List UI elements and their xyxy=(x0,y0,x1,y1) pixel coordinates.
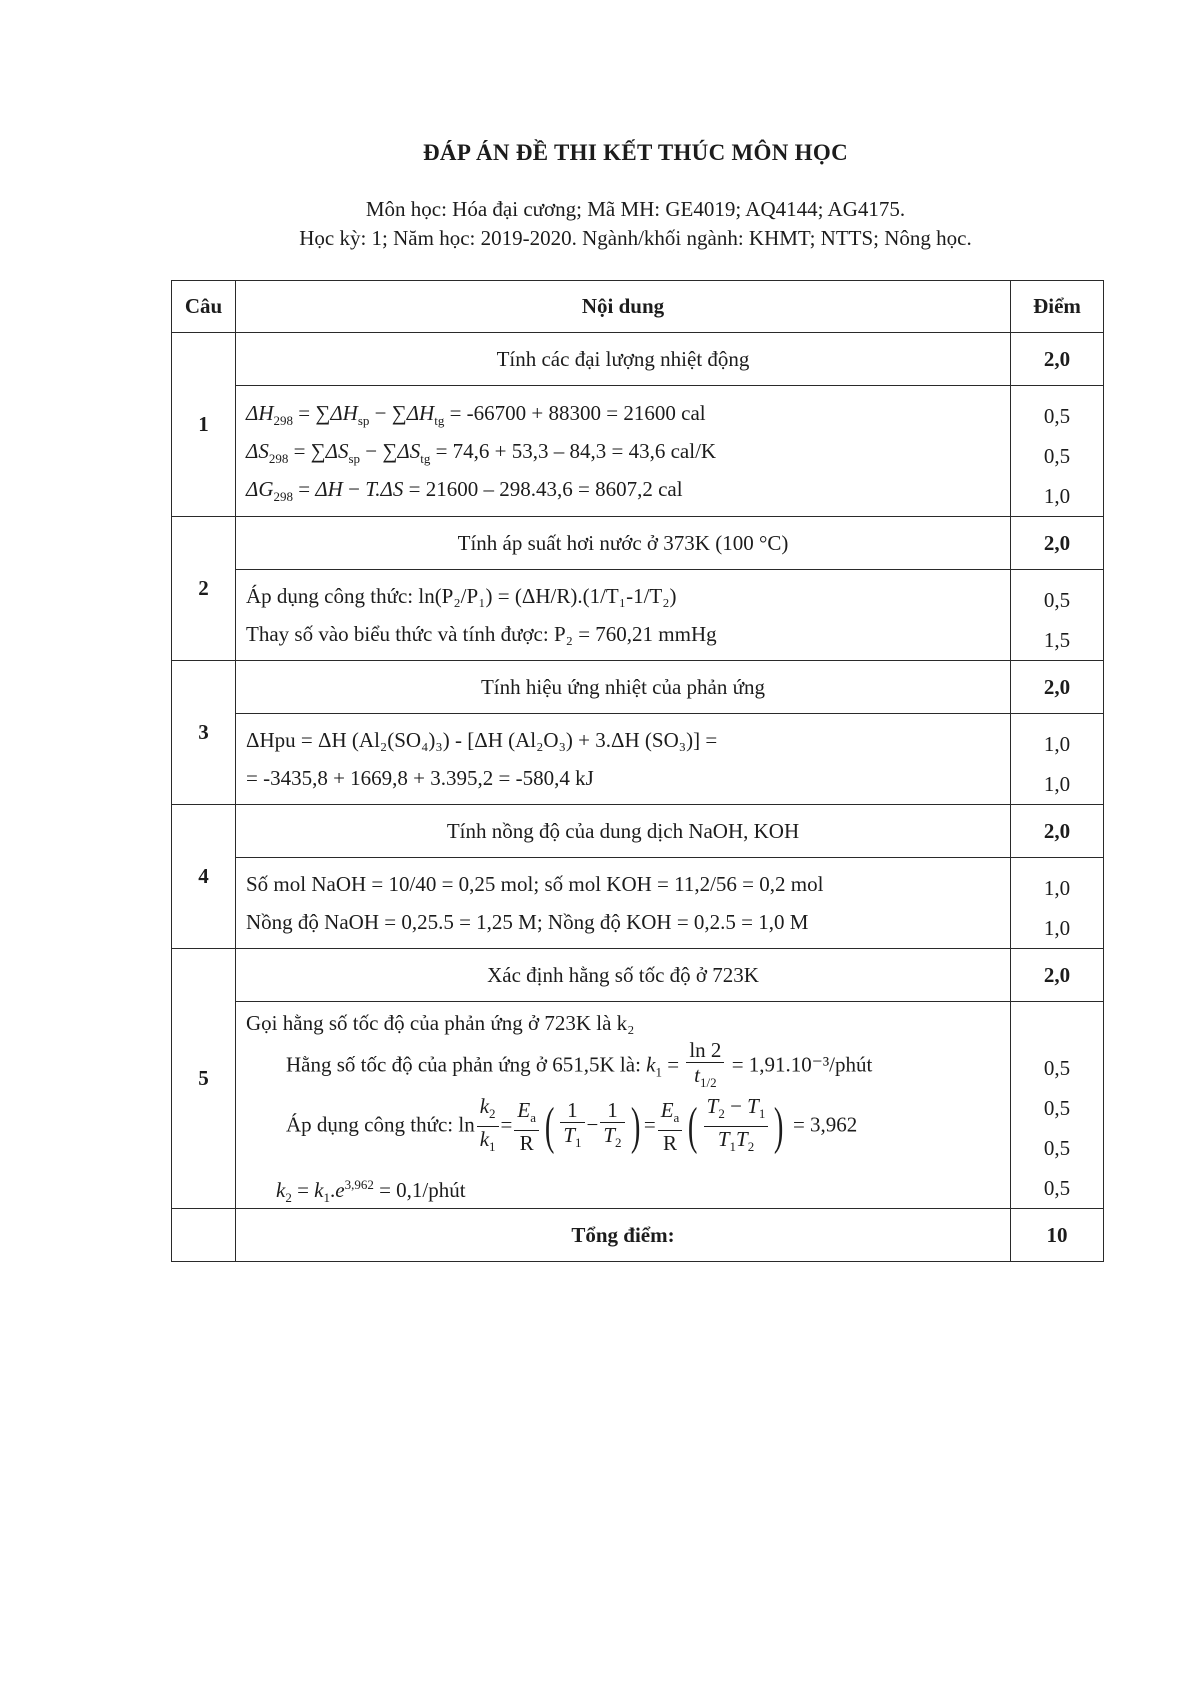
table-row xyxy=(172,805,1104,858)
fraction: $\frac{\ln 2}{t_{1/2}}$ xyxy=(686,1038,724,1095)
table-row xyxy=(172,333,1104,386)
table-row xyxy=(172,570,1104,661)
question-number: 1 xyxy=(172,333,236,517)
formula-result: = 21600 – 298.43,6 = 8607,2 cal xyxy=(408,477,683,501)
section-heading: Tính hiệu ứng nhiệt của phản ứng xyxy=(236,661,1011,714)
answer-line: Áp dụng công thức: ln(P₂/P₁) = (ΔH/R).(1/T₁-1/T₂) xyxy=(246,584,677,608)
section-heading: Tính áp suất hơi nước ở 373K (100 °C) xyxy=(236,517,1011,570)
answer-line: Gọi hằng số tốc độ của phản ứng ở 723K là k₂ xyxy=(246,1011,635,1035)
section-points: 2,0 xyxy=(1011,805,1104,858)
section-heading: Tính các đại lượng nhiệt động xyxy=(236,333,1011,386)
section-heading: Tính nồng độ của dung dịch NaOH, KOH xyxy=(236,805,1011,858)
points-cell xyxy=(1011,386,1104,517)
question-number: 2 xyxy=(172,517,236,661)
section-points: 2,0 xyxy=(1011,517,1104,570)
table-row xyxy=(172,517,1104,570)
points-cell xyxy=(1011,858,1104,949)
section-points: 2,0 xyxy=(1011,949,1104,1002)
answer-line: Số mol NaOH = 10/40 = 0,25 mol; số mol KOH = 11,2/56 = 0,2 mol xyxy=(246,872,824,896)
question-number: 3 xyxy=(172,661,236,805)
points-value: 0,5 xyxy=(1043,404,1071,428)
answer-line: ΔHpu = ΔH (Al₂(SO₄)₃) - [ΔH (Al₂O₃) + 3.ΔH (SO₃)] = xyxy=(246,728,718,752)
col-content-header: Nội dung xyxy=(236,281,1011,333)
answer-content xyxy=(236,858,1011,949)
answer-line: Nồng độ NaOH = 0,25.5 = 1,25 M; Nồng độ KOH = 0,2.5 = 1,0 M xyxy=(246,910,809,934)
points-value: 1,0 xyxy=(1043,876,1071,900)
points-cell xyxy=(1011,570,1104,661)
formula-result: = 3,962 xyxy=(792,1112,858,1137)
formula-arrhenius: Áp dụng công thức: ln $\frac{k_2}{k_1}$ = $\frac{E_a}{R}$ ( $\frac{1}{T_1}$ − $\frac{1}{T_2}$ ) = $\frac{E_a}{R}$ ( $\frac{T_2 - T_1}{T_1T_2}$ ) = 3,962 xyxy=(286,1094,858,1156)
formula-delta-s: $\Delta S_{298} = \sum\Delta S_{sp} - \sum\Delta S_{tg} = 74,6 + 53,3 - 84,3 = 43,6$ cal/K xyxy=(246,439,717,467)
table-row xyxy=(172,949,1104,1002)
question-number: 4 xyxy=(172,805,236,949)
answer-content xyxy=(236,714,1011,805)
term-line: Học kỳ: 1; Năm học: 2019-2020. Ngành/khối ngành: KHMT; NTTS; Nông học. xyxy=(299,226,972,250)
points-cell xyxy=(1011,714,1104,805)
page-title: ĐÁP ÁN ĐỀ THI KẾT THÚC MÔN HỌC xyxy=(423,140,848,165)
points-value: 0,5 xyxy=(1043,1136,1071,1160)
formula-result: = 74,6 + 53,3 – 84,3 = 43,6 cal/K xyxy=(435,439,717,463)
formula-label: Áp dụng công thức: xyxy=(286,1112,454,1137)
points-value: 0,5 xyxy=(1043,1096,1071,1120)
formula-result: = 0,1/phút xyxy=(379,1178,466,1202)
answer-line: Thay số vào biểu thức và tính được: P₂ = 760,21 mmHg xyxy=(246,622,717,646)
points-value: 1,0 xyxy=(1043,772,1071,796)
question-number: 5 xyxy=(172,949,236,1209)
points-value: 1,5 xyxy=(1043,628,1071,652)
answer-line: = -3435,8 + 1669,8 + 3.395,2 = -580,4 kJ xyxy=(246,766,594,790)
table-row xyxy=(172,714,1104,805)
points-value: 0,5 xyxy=(1043,588,1071,612)
answer-table xyxy=(171,280,1104,1262)
points-value: 0,5 xyxy=(1043,444,1071,468)
formula-label: Hằng số tốc độ của phản ứng ở 651,5K là: xyxy=(286,1052,641,1077)
formula-delta-h: $\Delta H_{298} = \sum\Delta H_{sp} - \sum\Delta H_{tg} = -66700 + 88300 = 21600$ cal xyxy=(246,401,706,429)
subject-line: Môn học: Hóa đại cương; Mã MH: GE4019; AQ4144; AG4175. xyxy=(365,197,906,221)
section-points: 2,0 xyxy=(1011,333,1104,386)
table-header-row xyxy=(172,281,1104,333)
points-value: 1,0 xyxy=(1043,916,1071,940)
points-value: 1,0 xyxy=(1043,732,1071,756)
points-value: 0,5 xyxy=(1043,1176,1071,1200)
total-label: Tổng điểm: xyxy=(236,1209,1011,1262)
formula-k1: Hằng số tốc độ của phản ứng ở 651,5K là: $k_1$ = $\frac{\ln 2}{t_{1/2}}$ = 1,91.10⁻³/phút xyxy=(246,1038,1001,1094)
answer-content xyxy=(236,386,1011,517)
total-row xyxy=(172,1209,1104,1262)
section-heading: Xác định hằng số tốc độ ở 723K xyxy=(236,949,1011,1002)
total-value: 10 xyxy=(1011,1209,1104,1262)
col-question-header: Câu xyxy=(172,281,236,333)
points-value: 0,5 xyxy=(1043,1056,1071,1080)
table-row xyxy=(172,1002,1104,1209)
answer-content xyxy=(236,1002,1011,1209)
table-row xyxy=(172,858,1104,949)
empty-cell xyxy=(172,1209,236,1262)
formula-delta-g: $\Delta G_{298} = \Delta H - T.\Delta S = 21600 - 298.43,6 = 8607,2$ cal xyxy=(246,477,683,505)
section-points: 2,0 xyxy=(1011,661,1104,714)
table-row xyxy=(172,386,1104,517)
points-cell xyxy=(1011,1002,1104,1209)
formula-result: = 1,91.10⁻³/phút xyxy=(731,1052,873,1077)
formula-result: = -66700 + 88300 = 21600 cal xyxy=(449,401,706,425)
points-value: 1,0 xyxy=(1043,484,1071,508)
table-row xyxy=(172,661,1104,714)
answer-content xyxy=(236,570,1011,661)
col-points-header: Điểm xyxy=(1011,281,1104,333)
formula-k2: $k_2 = k_1.e^{3,962}$ = 0,1/phút xyxy=(276,1177,466,1206)
